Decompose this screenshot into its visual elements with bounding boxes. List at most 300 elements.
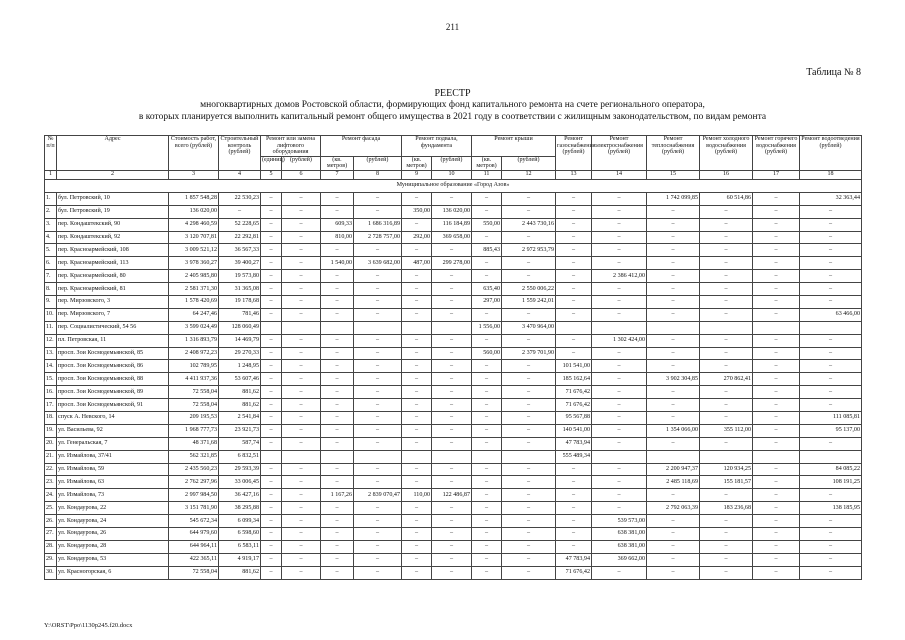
value-cell: – (502, 489, 556, 502)
value-cell: – (472, 489, 502, 502)
column-number: 4 (219, 170, 261, 179)
table-row (45, 334, 862, 347)
value-cell: 3 009 521,12 (169, 244, 219, 257)
table-row (45, 424, 862, 437)
value-cell: – (556, 308, 592, 321)
value-cell: – (321, 270, 354, 283)
value-cell: – (261, 412, 282, 425)
row-number: 26. (45, 515, 57, 528)
value-cell: 1 968 777,73 (169, 424, 219, 437)
address-cell: пер. Мирзовского, 7 (57, 308, 169, 321)
value-cell: 72 558,04 (169, 399, 219, 412)
value-cell: – (647, 528, 700, 541)
value-cell: 2 839 070,47 (354, 489, 402, 502)
value-cell: 14 469,79 (219, 334, 261, 347)
value-cell: – (592, 373, 647, 386)
value-cell: 545 672,34 (169, 515, 219, 528)
column-number: 14 (592, 170, 647, 179)
value-cell: – (261, 257, 282, 270)
value-cell: – (354, 515, 402, 528)
address-cell: просп. Зои Космодемьянской, 91 (57, 399, 169, 412)
value-cell: – (700, 205, 753, 218)
value-cell: 881,62 (219, 386, 261, 399)
value-cell: 3 599 024,49 (169, 321, 219, 334)
value-cell: – (261, 566, 282, 579)
value-cell: – (354, 283, 402, 296)
value-cell: 6 583,11 (219, 540, 261, 553)
value-cell (432, 450, 472, 463)
value-cell: – (472, 515, 502, 528)
value-cell (282, 321, 321, 334)
table-row (45, 295, 862, 308)
value-cell: – (261, 308, 282, 321)
value-cell: – (556, 244, 592, 257)
value-cell: 110,00 (402, 489, 432, 502)
value-cell: 2 550 006,22 (502, 283, 556, 296)
value-cell: – (800, 566, 862, 579)
value-cell: – (261, 528, 282, 541)
value-cell: – (592, 231, 647, 244)
value-cell: 2 443 730,16 (502, 218, 556, 231)
value-cell: – (432, 566, 472, 579)
value-cell: – (592, 489, 647, 502)
value-cell: – (700, 360, 753, 373)
table-body (45, 179, 862, 579)
value-cell: – (472, 205, 502, 218)
value-cell: – (647, 347, 700, 360)
value-cell: – (800, 283, 862, 296)
value-cell: 48 371,68 (169, 437, 219, 450)
table-row (45, 231, 862, 244)
header-basement-rub: (рублей) (432, 156, 472, 170)
value-cell: – (261, 424, 282, 437)
value-cell: – (432, 192, 472, 205)
value-cell: – (592, 205, 647, 218)
value-cell: – (647, 334, 700, 347)
value-cell: – (282, 553, 321, 566)
value-cell: – (432, 360, 472, 373)
header-roof-sqm: (кв. метров) (472, 156, 502, 170)
value-cell: 116 184,89 (432, 218, 472, 231)
value-cell: – (502, 463, 556, 476)
value-cell (502, 450, 556, 463)
value-cell: 4 411 937,36 (169, 373, 219, 386)
value-cell: – (432, 540, 472, 553)
address-cell: ул. Генеральская, 7 (57, 437, 169, 450)
value-cell: – (402, 218, 432, 231)
value-cell: – (321, 308, 354, 321)
value-cell (700, 321, 753, 334)
header-gas: Ремонт газоснабжения (рублей) (556, 136, 592, 171)
value-cell: – (700, 244, 753, 257)
value-cell: – (282, 308, 321, 321)
value-cell: – (800, 231, 862, 244)
value-cell: 120 934,25 (700, 463, 753, 476)
value-cell: – (321, 373, 354, 386)
value-cell (261, 321, 282, 334)
value-cell: – (700, 308, 753, 321)
value-cell (700, 450, 753, 463)
value-cell: – (556, 231, 592, 244)
value-cell: – (502, 553, 556, 566)
value-cell: – (261, 489, 282, 502)
value-cell: 136 020,00 (169, 205, 219, 218)
value-cell: – (282, 540, 321, 553)
header-basement: Ремонт подвала, фундамента (402, 136, 472, 157)
value-cell: – (592, 502, 647, 515)
value-cell (282, 450, 321, 463)
value-cell: 2 435 560,23 (169, 463, 219, 476)
value-cell: – (592, 476, 647, 489)
value-cell: – (472, 566, 502, 579)
value-cell: – (753, 424, 800, 437)
value-cell: 1 857 548,28 (169, 192, 219, 205)
row-number: 12. (45, 334, 57, 347)
value-cell: – (647, 283, 700, 296)
value-cell: 560,00 (472, 347, 502, 360)
row-number: 7. (45, 270, 57, 283)
value-cell (753, 450, 800, 463)
value-cell: – (402, 283, 432, 296)
value-cell (402, 321, 432, 334)
value-cell: – (282, 489, 321, 502)
value-cell: – (354, 553, 402, 566)
value-cell: – (700, 334, 753, 347)
value-cell: – (261, 218, 282, 231)
column-number: 5 (261, 170, 282, 179)
value-cell: – (800, 270, 862, 283)
value-cell: – (432, 270, 472, 283)
value-cell: – (592, 463, 647, 476)
value-cell: 2 379 701,90 (502, 347, 556, 360)
value-cell: – (556, 515, 592, 528)
value-cell: 53 607,46 (219, 373, 261, 386)
table-row (45, 399, 862, 412)
value-cell: – (402, 244, 432, 257)
column-number: 1 (45, 170, 57, 179)
table-row (45, 489, 862, 502)
value-cell: 101 541,00 (556, 360, 592, 373)
value-cell: 638 381,00 (592, 540, 647, 553)
row-number: 6. (45, 257, 57, 270)
value-cell: – (432, 553, 472, 566)
value-cell: – (321, 244, 354, 257)
value-cell: – (647, 231, 700, 244)
value-cell: 138 185,95 (800, 502, 862, 515)
value-cell: – (282, 399, 321, 412)
value-cell: – (321, 412, 354, 425)
value-cell (647, 450, 700, 463)
value-cell: – (556, 502, 592, 515)
table-row (45, 540, 862, 553)
header-construction-control: Строительный контроль (рублей) (219, 136, 261, 171)
value-cell: – (432, 283, 472, 296)
value-cell: – (282, 257, 321, 270)
municipality-row: Муниципальное образование «Город Азов» (45, 179, 862, 192)
value-cell: – (753, 553, 800, 566)
table-row (45, 205, 862, 218)
value-cell (321, 321, 354, 334)
value-cell: 3 978 360,27 (169, 257, 219, 270)
value-cell: – (282, 192, 321, 205)
value-cell: – (354, 424, 402, 437)
value-cell: 183 236,68 (700, 502, 753, 515)
value-cell: – (592, 437, 647, 450)
value-cell: – (472, 437, 502, 450)
value-cell: – (321, 502, 354, 515)
row-number: 2. (45, 205, 57, 218)
header-roof: Ремонт крыши (472, 136, 556, 157)
value-cell: – (354, 566, 402, 579)
value-cell: – (753, 373, 800, 386)
row-number: 10. (45, 308, 57, 321)
value-cell: – (700, 347, 753, 360)
value-cell: 881,62 (219, 399, 261, 412)
column-number: 9 (402, 170, 432, 179)
value-cell: 6 099,34 (219, 515, 261, 528)
header-total-cost: Стоимость работ, всего (рублей) (169, 136, 219, 171)
value-cell: – (700, 566, 753, 579)
row-number: 17. (45, 399, 57, 412)
value-cell: – (402, 295, 432, 308)
value-cell: – (402, 334, 432, 347)
value-cell: 369 662,00 (592, 553, 647, 566)
header-electric: Ремонт электроснабжения (рублей) (592, 136, 647, 171)
value-cell: 1 559 242,01 (502, 295, 556, 308)
value-cell: – (800, 205, 862, 218)
value-cell: 644 979,60 (169, 528, 219, 541)
address-cell: ул. Измайлова, 73 (57, 489, 169, 502)
value-cell: 2 541,84 (219, 412, 261, 425)
address-cell: ул. Измайлова, 37/41 (57, 450, 169, 463)
value-cell: – (402, 270, 432, 283)
value-cell: – (402, 412, 432, 425)
value-cell: – (800, 515, 862, 528)
header-facade: Ремонт фасада (321, 136, 402, 157)
table-row (45, 528, 862, 541)
value-cell: – (700, 386, 753, 399)
value-cell: – (472, 386, 502, 399)
value-cell: – (753, 334, 800, 347)
value-cell: – (592, 360, 647, 373)
value-cell: – (472, 476, 502, 489)
value-cell: 810,00 (321, 231, 354, 244)
value-cell (800, 321, 862, 334)
value-cell: 2 200 947,37 (647, 463, 700, 476)
table-row (45, 373, 862, 386)
value-cell: – (354, 308, 402, 321)
value-cell: – (472, 502, 502, 515)
value-cell: – (432, 463, 472, 476)
value-cell: – (800, 399, 862, 412)
value-cell: – (753, 399, 800, 412)
value-cell: 155 181,57 (700, 476, 753, 489)
value-cell: – (402, 437, 432, 450)
value-cell: – (502, 437, 556, 450)
value-cell: – (261, 476, 282, 489)
address-cell: ул. Кондаурова, 53 (57, 553, 169, 566)
value-cell: – (354, 270, 402, 283)
value-cell: 39 400,27 (219, 257, 261, 270)
value-cell: – (321, 528, 354, 541)
row-number: 27. (45, 528, 57, 541)
value-cell: 111 085,81 (800, 412, 862, 425)
table-header (45, 136, 862, 180)
value-cell: 185 162,64 (556, 373, 592, 386)
value-cell: – (472, 463, 502, 476)
value-cell: 1 540,00 (321, 257, 354, 270)
value-cell: 885,43 (472, 244, 502, 257)
value-cell: – (700, 231, 753, 244)
value-cell: – (321, 515, 354, 528)
table-row (45, 502, 862, 515)
value-cell: 292,00 (402, 231, 432, 244)
value-cell: – (354, 437, 402, 450)
value-cell: – (647, 244, 700, 257)
value-cell: – (502, 360, 556, 373)
value-cell: – (592, 283, 647, 296)
value-cell: – (753, 566, 800, 579)
value-cell: – (321, 540, 354, 553)
value-cell: – (502, 528, 556, 541)
value-cell: – (753, 540, 800, 553)
value-cell: 95 137,00 (800, 424, 862, 437)
value-cell: – (282, 412, 321, 425)
row-number: 20. (45, 437, 57, 450)
value-cell: – (592, 412, 647, 425)
value-cell: – (800, 553, 862, 566)
value-cell: 128 060,49 (219, 321, 261, 334)
value-cell: – (472, 360, 502, 373)
value-cell: 63 466,00 (800, 308, 862, 321)
value-cell: 209 195,53 (169, 412, 219, 425)
value-cell: – (800, 386, 862, 399)
value-cell: – (402, 308, 432, 321)
value-cell: – (800, 528, 862, 541)
value-cell: – (282, 218, 321, 231)
value-cell: – (354, 192, 402, 205)
value-cell: – (592, 566, 647, 579)
value-cell: 72 558,04 (169, 386, 219, 399)
value-cell: 609,33 (321, 218, 354, 231)
value-cell (432, 321, 472, 334)
value-cell: – (472, 308, 502, 321)
value-cell: – (556, 540, 592, 553)
address-cell: просп. Зои Космодемьянской, 89 (57, 386, 169, 399)
value-cell: – (647, 399, 700, 412)
value-cell: – (556, 257, 592, 270)
value-cell: 2 997 984,50 (169, 489, 219, 502)
row-number: 19. (45, 424, 57, 437)
column-number: 7 (321, 170, 354, 179)
value-cell: 2 386 412,00 (592, 270, 647, 283)
header-sewer: Ремонт водоотведения (рублей) (800, 136, 862, 171)
table-row (45, 321, 862, 334)
value-cell: – (647, 308, 700, 321)
value-cell: – (354, 463, 402, 476)
value-cell: – (800, 437, 862, 450)
value-cell: – (402, 566, 432, 579)
value-cell: – (753, 386, 800, 399)
value-cell: 72 558,04 (169, 566, 219, 579)
value-cell: 22 292,81 (219, 231, 261, 244)
value-cell: – (402, 463, 432, 476)
value-cell: – (556, 463, 592, 476)
table-row (45, 347, 862, 360)
column-number: 10 (432, 170, 472, 179)
value-cell: – (282, 295, 321, 308)
value-cell: – (282, 515, 321, 528)
table-row (45, 257, 862, 270)
value-cell: – (556, 270, 592, 283)
value-cell: 1 302 424,00 (592, 334, 647, 347)
value-cell: – (556, 205, 592, 218)
value-cell: 108 191,25 (800, 476, 862, 489)
address-cell: ул. Измайлова, 63 (57, 476, 169, 489)
value-cell: – (502, 540, 556, 553)
table-row (45, 244, 862, 257)
value-cell (354, 450, 402, 463)
address-cell: пер. Кондаштекский, 90 (57, 218, 169, 231)
value-cell: – (282, 386, 321, 399)
table-label: Таблица № 8 (806, 67, 861, 78)
value-cell: – (282, 347, 321, 360)
value-cell: – (282, 463, 321, 476)
value-cell: – (700, 528, 753, 541)
value-cell: – (402, 515, 432, 528)
value-cell: – (432, 244, 472, 257)
value-cell: – (502, 308, 556, 321)
value-cell: – (402, 540, 432, 553)
value-cell (556, 321, 592, 334)
value-cell: – (261, 463, 282, 476)
value-cell: – (321, 566, 354, 579)
value-cell: – (354, 412, 402, 425)
value-cell: – (753, 528, 800, 541)
address-cell: просп. Зои Космодемьянской, 86 (57, 360, 169, 373)
value-cell: – (472, 270, 502, 283)
value-cell (592, 450, 647, 463)
table-row (45, 192, 862, 205)
value-cell: – (432, 295, 472, 308)
address-cell: пер. Мирзовского, 3 (57, 295, 169, 308)
value-cell: – (261, 360, 282, 373)
value-cell: – (800, 334, 862, 347)
value-cell: – (700, 540, 753, 553)
table-row (45, 553, 862, 566)
value-cell: – (647, 360, 700, 373)
value-cell: – (556, 295, 592, 308)
value-cell: – (321, 463, 354, 476)
value-cell: 2 762 297,96 (169, 476, 219, 489)
value-cell: – (592, 218, 647, 231)
value-cell: 1 248,95 (219, 360, 261, 373)
value-cell: 2 405 985,80 (169, 270, 219, 283)
value-cell: – (647, 553, 700, 566)
value-cell: – (402, 347, 432, 360)
value-cell: – (800, 295, 862, 308)
value-cell: – (402, 502, 432, 515)
value-cell: – (432, 528, 472, 541)
value-cell: – (502, 270, 556, 283)
row-number: 16. (45, 386, 57, 399)
value-cell: 47 783,94 (556, 553, 592, 566)
value-cell: 4 919,17 (219, 553, 261, 566)
value-cell: – (432, 515, 472, 528)
row-number: 23. (45, 476, 57, 489)
value-cell: 2 972 953,79 (502, 244, 556, 257)
address-cell: ул. Кондаурова, 22 (57, 502, 169, 515)
